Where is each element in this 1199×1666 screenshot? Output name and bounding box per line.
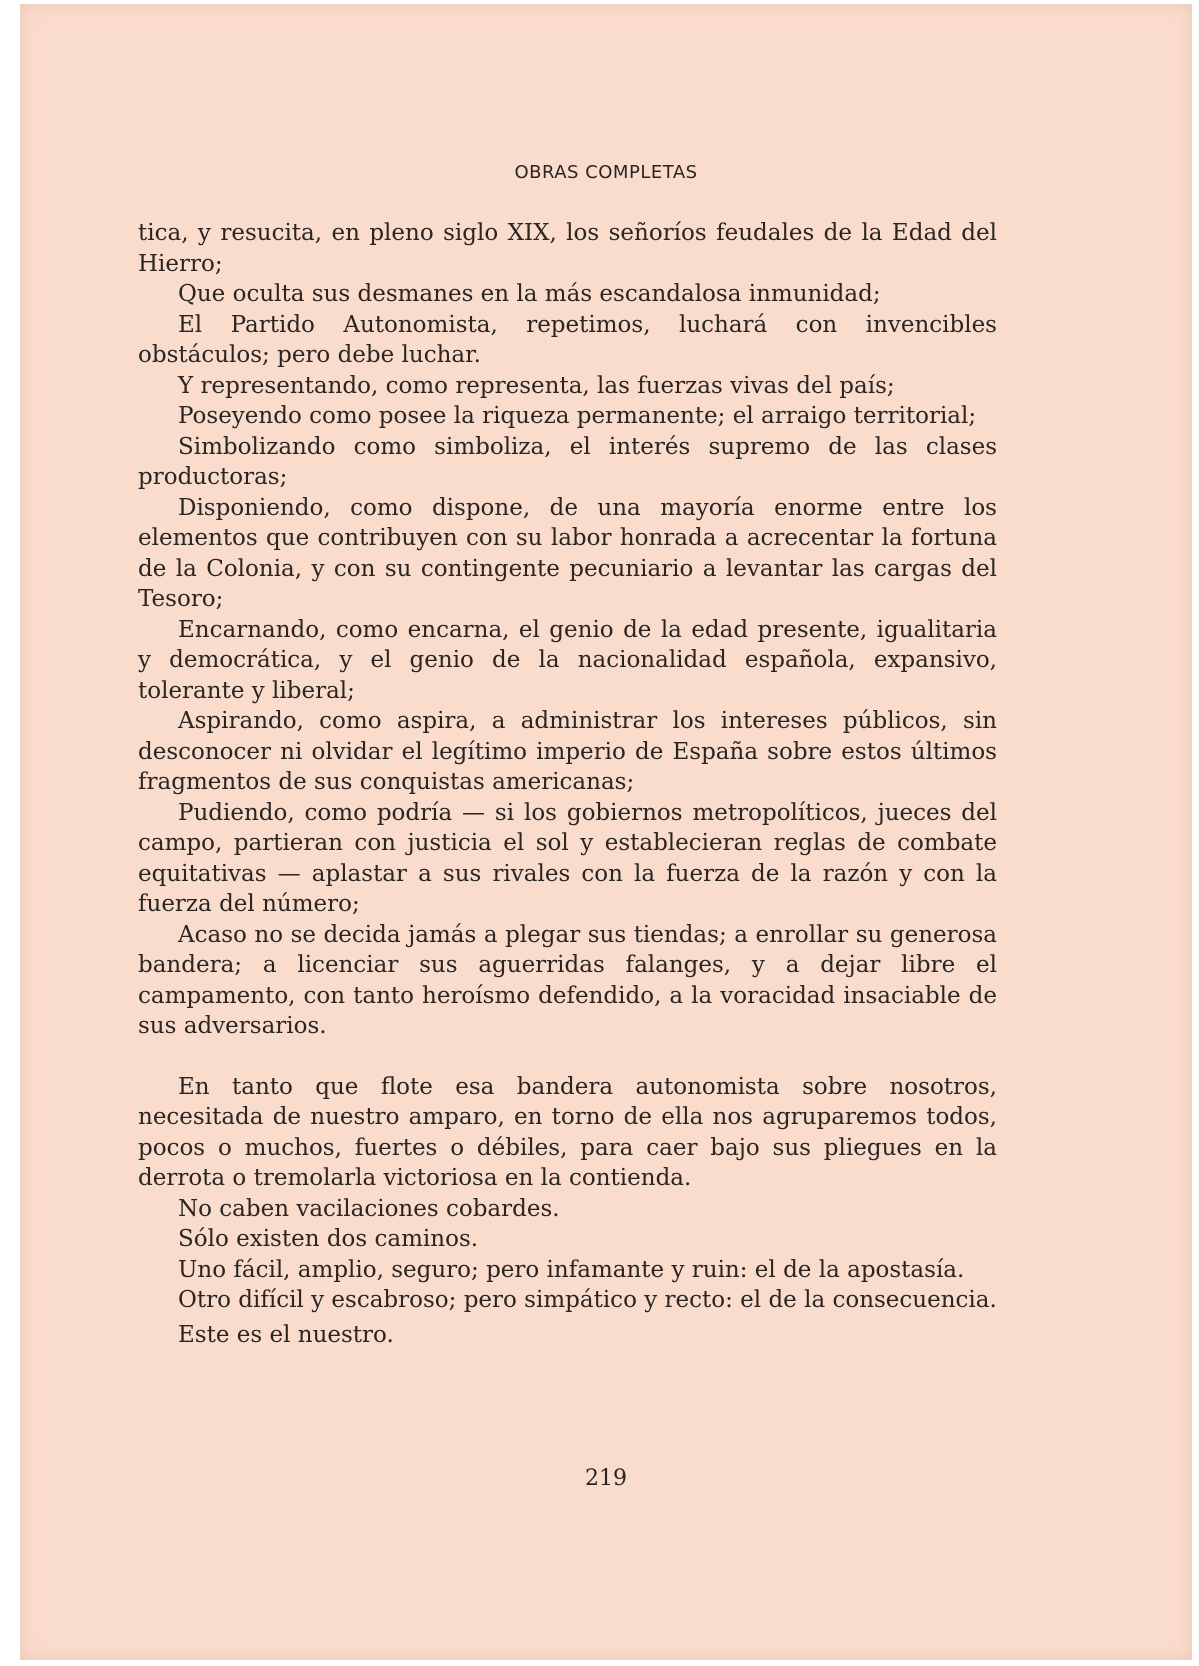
body-text — [138, 218, 997, 1350]
book-page — [20, 4, 1192, 1660]
page-number: 219 — [585, 1466, 627, 1491]
running-header: OBRAS COMPLETAS — [514, 162, 698, 183]
paragraph: Poseyendo como posee la riqueza permanente; el arraigo territorial; — [178, 403, 977, 429]
paragraph: Otro difícil y escabroso; pero simpático y recto: el de la consecuencia. — [178, 1287, 997, 1313]
paragraph: No caben vacilaciones cobardes. — [178, 1195, 560, 1222]
paragraph: Pudiendo, como podría — si los gobiernos metropolíticos, jueces del campo, partieran con justicia el sol y establecieran reglas de combate equitativas — aplastar a sus rivales con la fuerza de la razón y con la fuerza del número; — [138, 799, 997, 917]
paragraph: Simbolizando como simboliza, el interés supremo de las clases productoras; — [138, 433, 997, 490]
paragraph: El Partido Autonomista, repetimos, luchará con invencibles obstáculos; pero debe luchar. — [138, 311, 997, 368]
paragraph: Que oculta sus desmanes en la más escandalosa inmunidad; — [178, 281, 881, 307]
paragraph: tica, y resucita, en pleno siglo XIX, los señoríos feudales de la Edad del Hierro; — [138, 220, 997, 277]
paragraph: Encarnando, como encarna, el genio de la edad presente, igualitaria y democrática, y el genio de la nacionalidad española, expansivo, tolerante y liberal; — [138, 616, 997, 704]
paragraph: Sólo existen dos caminos. — [178, 1226, 479, 1252]
paragraph: Aspirando, como aspira, a administrar los intereses públicos, sin desconocer ni olvidar el legítimo imperio de España sobre estos últimos fragmentos de sus conquistas americanas; — [138, 708, 997, 795]
paragraph: Acaso no se decida jamás a plegar sus tiendas; a enrollar su generosa bandera; a licenciar sus aguerridas falanges, y a dejar libre el campamento, con tanto heroísmo defendido, a la voracidad insaciable de sus adversarios. — [138, 921, 997, 1039]
paragraph: Este es el nuestro. — [178, 1321, 394, 1348]
paragraph: En tanto que flote esa bandera autonomista sobre nosotros, necesitada de nuestro amparo, en torno de ella nos agruparemos todos, pocos o muchos, fuertes o débiles, para caer bajo sus pliegues en la derrota o tremolarla victoriosa en la contienda. — [138, 1073, 997, 1191]
paragraph: Disponiendo, como dispone, de una mayoría enorme entre los elementos que contribuyen con su labor honrada a acrecentar la fortuna de la Colonia, y con su contingente pecuniario a levantar las cargas del Tesoro; — [138, 494, 997, 612]
paragraph: Y representando, como representa, las fuerzas vivas del país; — [178, 372, 895, 399]
paragraph: Uno fácil, amplio, seguro; pero infamante y ruin: el de la apostasía. — [178, 1256, 965, 1283]
